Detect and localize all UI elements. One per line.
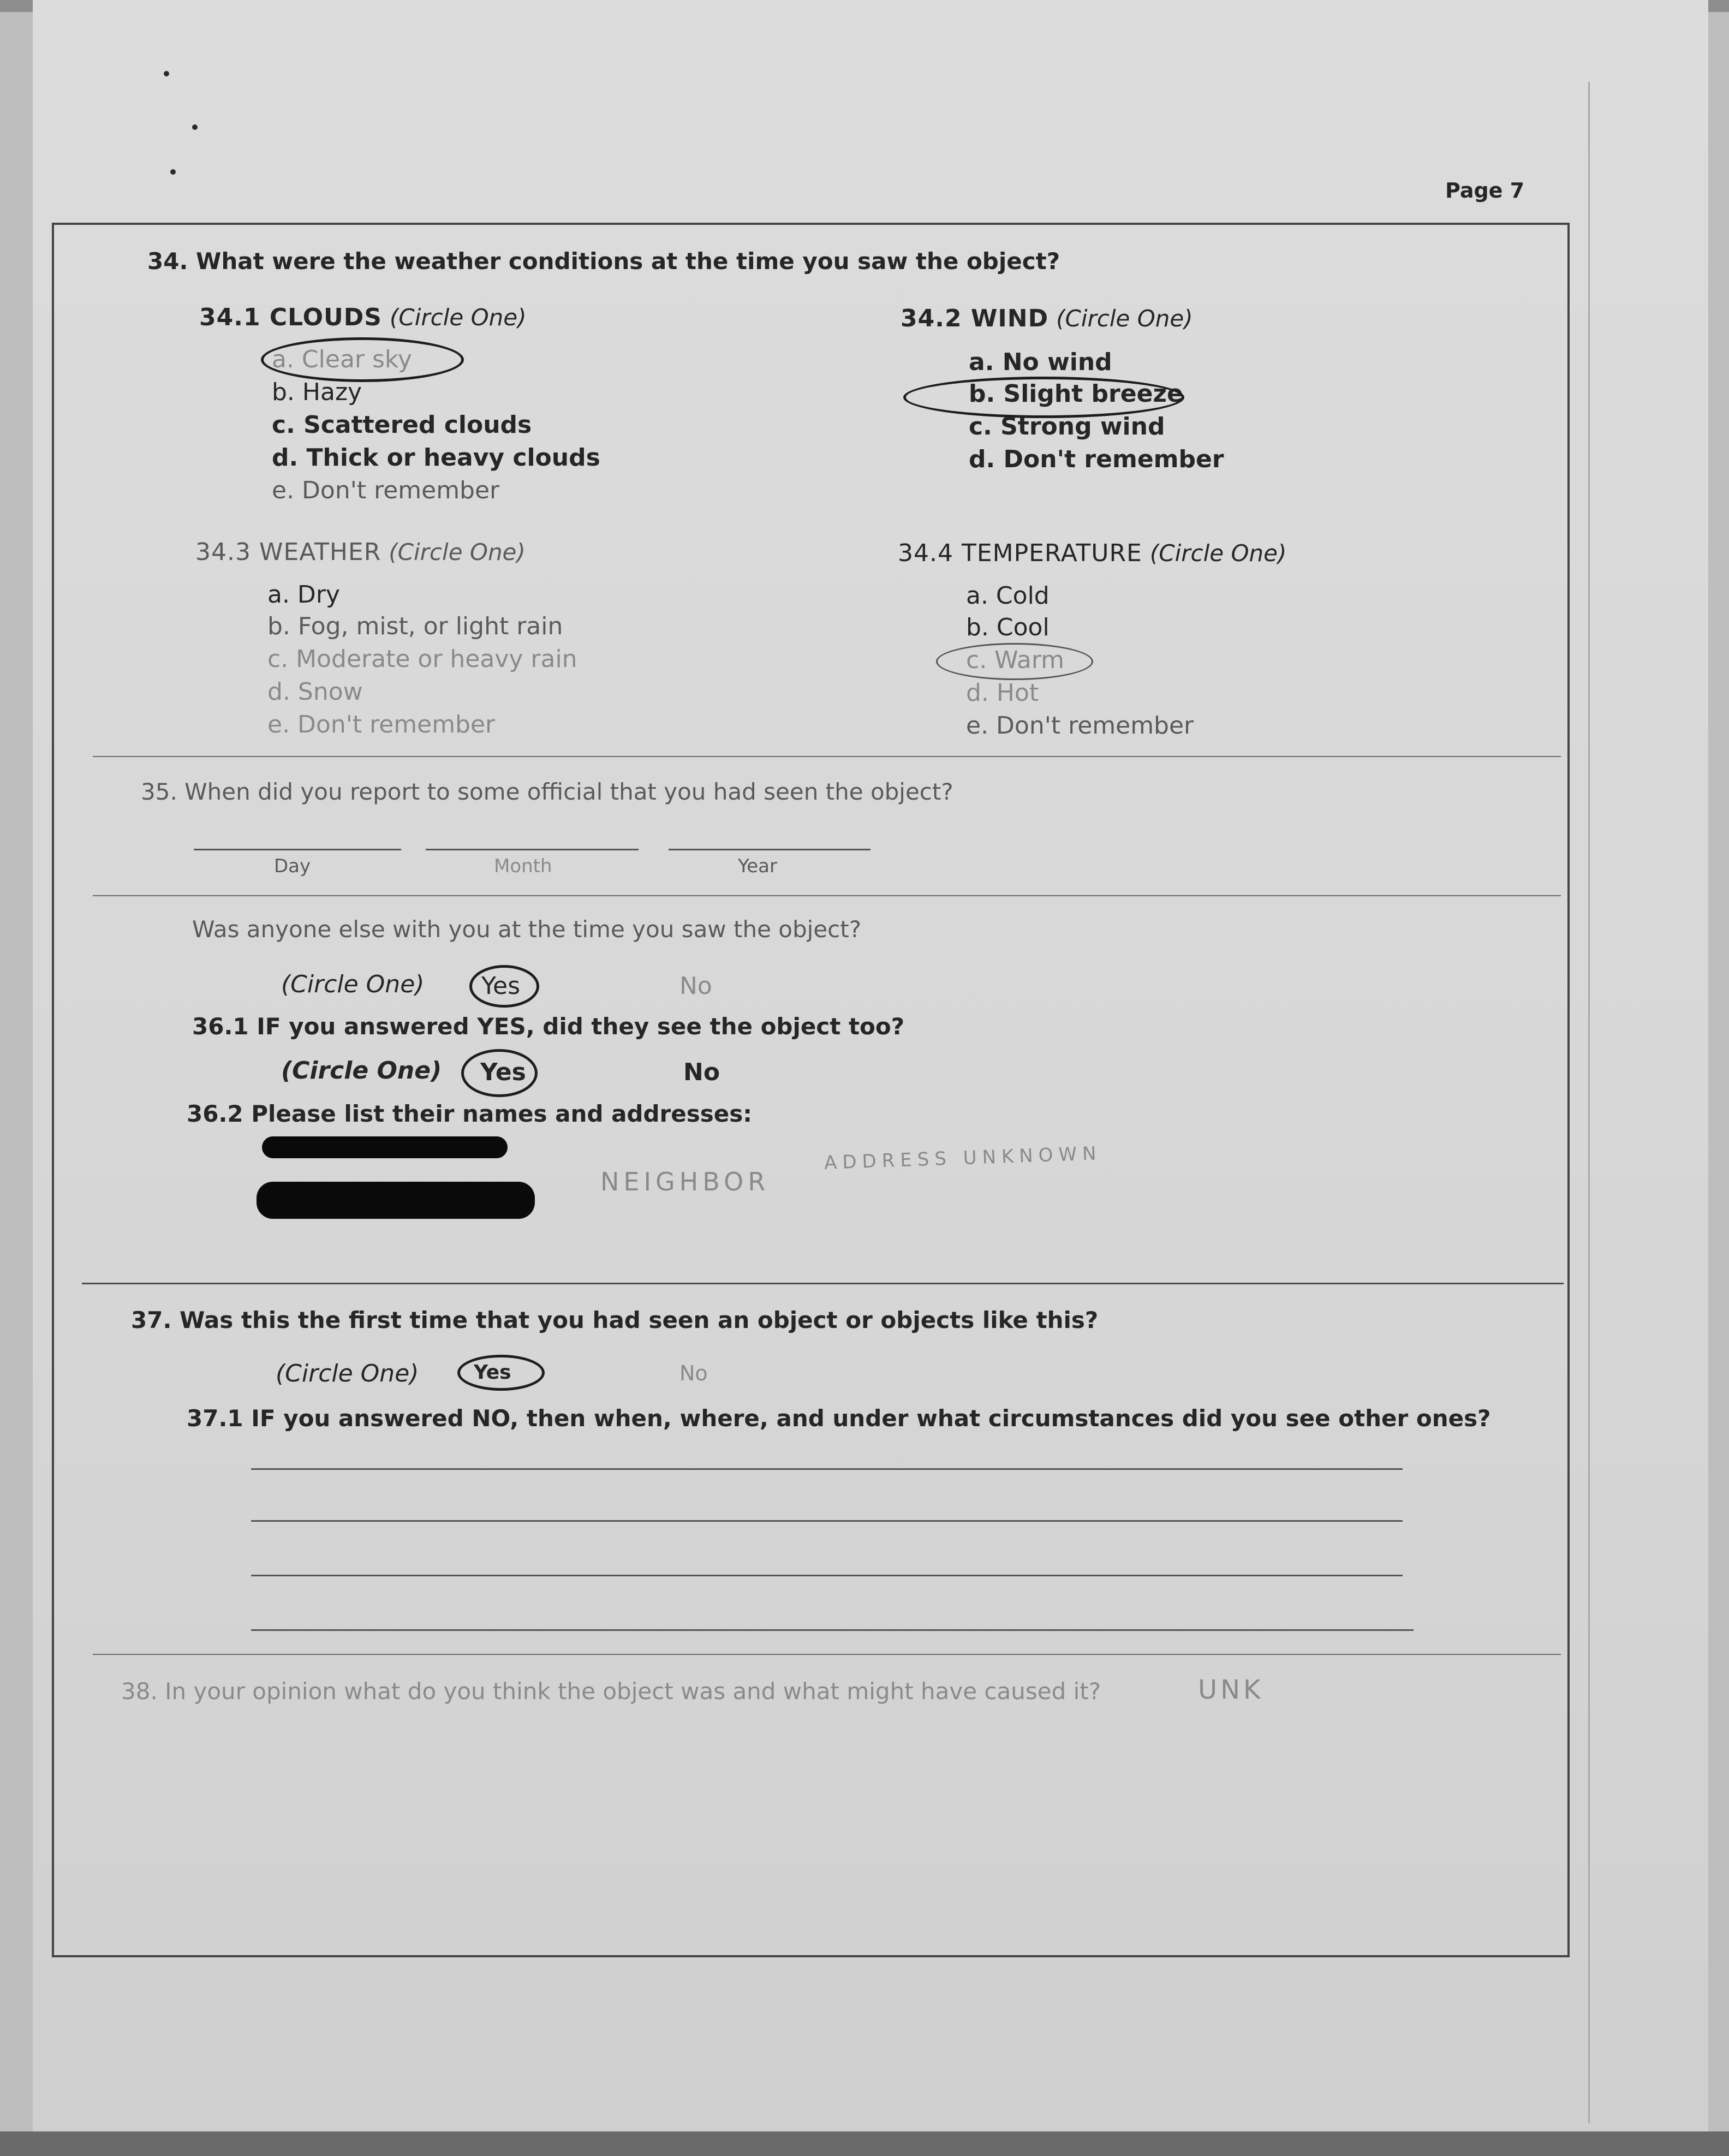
clouds-option-d[interactable]: d. Thick or heavy clouds xyxy=(272,444,600,472)
q36-1-no-option[interactable]: No xyxy=(683,1058,720,1086)
section-divider xyxy=(93,1654,1561,1655)
wind-instruction: (Circle One) xyxy=(1056,305,1193,332)
q34-1-clouds-label xyxy=(199,303,527,331)
scan-speck xyxy=(192,124,198,130)
clouds-heading: 34.1 CLOUDS xyxy=(199,303,382,331)
q37-no-option[interactable]: No xyxy=(679,1361,708,1385)
q36-1-yes-circle xyxy=(461,1049,538,1097)
weather-option-c[interactable]: c. Moderate or heavy rain xyxy=(267,645,577,673)
weather-instruction: (Circle One) xyxy=(389,539,526,565)
q36-question: Was anyone else with you at the time you saw the object? xyxy=(192,916,861,943)
answer-line-4[interactable] xyxy=(251,1629,1414,1631)
date-day-line[interactable] xyxy=(194,849,401,850)
weather-option-b[interactable]: b. Fog, mist, or light rain xyxy=(267,612,563,640)
clouds-instruction: (Circle One) xyxy=(389,304,527,331)
clouds-option-c[interactable]: c. Scattered clouds xyxy=(272,411,532,439)
q38-handwritten-answer: UNK xyxy=(1198,1675,1264,1705)
date-month-line[interactable] xyxy=(426,849,639,850)
answer-line-3[interactable] xyxy=(251,1575,1403,1576)
q37-1-question: 37.1 IF you answered NO, then when, where, and under what circumstances did you see other ones? xyxy=(187,1405,1491,1432)
q36-2-question: 36.2 Please list their names and addresses: xyxy=(187,1100,753,1127)
q34-3-weather-label xyxy=(195,540,526,564)
temperature-option-c[interactable]: c. Warm xyxy=(966,646,1064,674)
date-month-label: Month xyxy=(494,855,552,877)
weather-option-d[interactable]: d. Snow xyxy=(267,678,363,706)
page-edge-line xyxy=(1588,82,1590,2123)
q34-question: 34. What were the weather conditions at the time you saw the object? xyxy=(147,248,1060,275)
clouds-option-b[interactable]: b. Hazy xyxy=(272,378,362,406)
weather-option-a[interactable]: a. Dry xyxy=(267,581,340,609)
clouds-option-e[interactable]: e. Don't remember xyxy=(272,477,500,504)
temperature-option-e[interactable]: e. Don't remember xyxy=(966,712,1194,740)
date-year-line[interactable] xyxy=(669,849,871,850)
answer-line-1[interactable] xyxy=(251,1468,1403,1470)
q37-yes-option[interactable]: Yes xyxy=(474,1361,511,1384)
weather-heading: 34.3 WEATHER xyxy=(195,538,381,566)
q34-2-wind-label xyxy=(901,307,1193,331)
q38-question: 38. In your opinion what do you think the object was and what might have caused it? xyxy=(121,1678,1101,1705)
q34-4-temperature-label xyxy=(898,541,1286,565)
q36-1-instruction: (Circle One) xyxy=(281,1057,442,1085)
wind-option-d[interactable]: d. Don't remember xyxy=(969,445,1224,473)
weather-option-e[interactable]: e. Don't remember xyxy=(267,711,496,738)
wind-option-c[interactable]: c. Strong wind xyxy=(969,413,1165,440)
temperature-selected-circle xyxy=(936,643,1093,680)
q37-yes-circle xyxy=(457,1355,545,1391)
temperature-option-d[interactable]: d. Hot xyxy=(966,679,1039,707)
temperature-heading: 34.4 TEMPERATURE xyxy=(898,539,1142,567)
temperature-option-b[interactable]: b. Cool xyxy=(966,614,1050,641)
temperature-instruction: (Circle One) xyxy=(1149,540,1287,567)
scan-bottom-edge xyxy=(0,2131,1729,2156)
temperature-option-a[interactable]: a. Cold xyxy=(966,582,1050,610)
page-number: Page 7 xyxy=(1445,178,1525,203)
redacted-name-2 xyxy=(257,1182,535,1219)
q36-1-question: 36.1 IF you answered YES, did they see the object too? xyxy=(192,1013,905,1040)
q35-question: 35. When did you report to some official that you had seen the object? xyxy=(141,778,953,805)
answer-line-2[interactable] xyxy=(251,1520,1403,1522)
handwritten-relation: NEIGHBOR xyxy=(600,1167,770,1196)
clouds-selected-circle xyxy=(261,337,464,382)
section-divider xyxy=(93,756,1561,757)
scan-speck xyxy=(164,71,169,76)
wind-heading: 34.2 WIND xyxy=(901,305,1049,332)
wind-option-a[interactable]: a. No wind xyxy=(969,348,1112,376)
q36-yes-circle xyxy=(469,965,539,1008)
wind-selected-circle xyxy=(903,377,1184,418)
q36-no-option[interactable]: No xyxy=(679,972,712,1000)
q37-instruction: (Circle One) xyxy=(276,1360,419,1387)
handwritten-address: ADDRESS UNKNOWN xyxy=(824,1142,1102,1174)
q37-question: 37. Was this the first time that you had seen an object or objects like this? xyxy=(131,1307,1099,1333)
clouds-option-a[interactable]: a. Clear sky xyxy=(272,346,412,373)
q36-instruction: (Circle One) xyxy=(281,970,425,998)
scan-speck xyxy=(170,169,176,175)
redacted-name-1 xyxy=(262,1136,508,1158)
section-divider xyxy=(82,1283,1564,1284)
q36-yes-option[interactable]: Yes xyxy=(481,972,521,1000)
q36-1-yes-option[interactable]: Yes xyxy=(480,1058,526,1086)
section-divider xyxy=(93,895,1561,896)
date-day-label: Day xyxy=(274,855,311,877)
wind-option-b[interactable]: b. Slight breeze xyxy=(969,380,1183,408)
date-year-label: Year xyxy=(738,855,777,877)
